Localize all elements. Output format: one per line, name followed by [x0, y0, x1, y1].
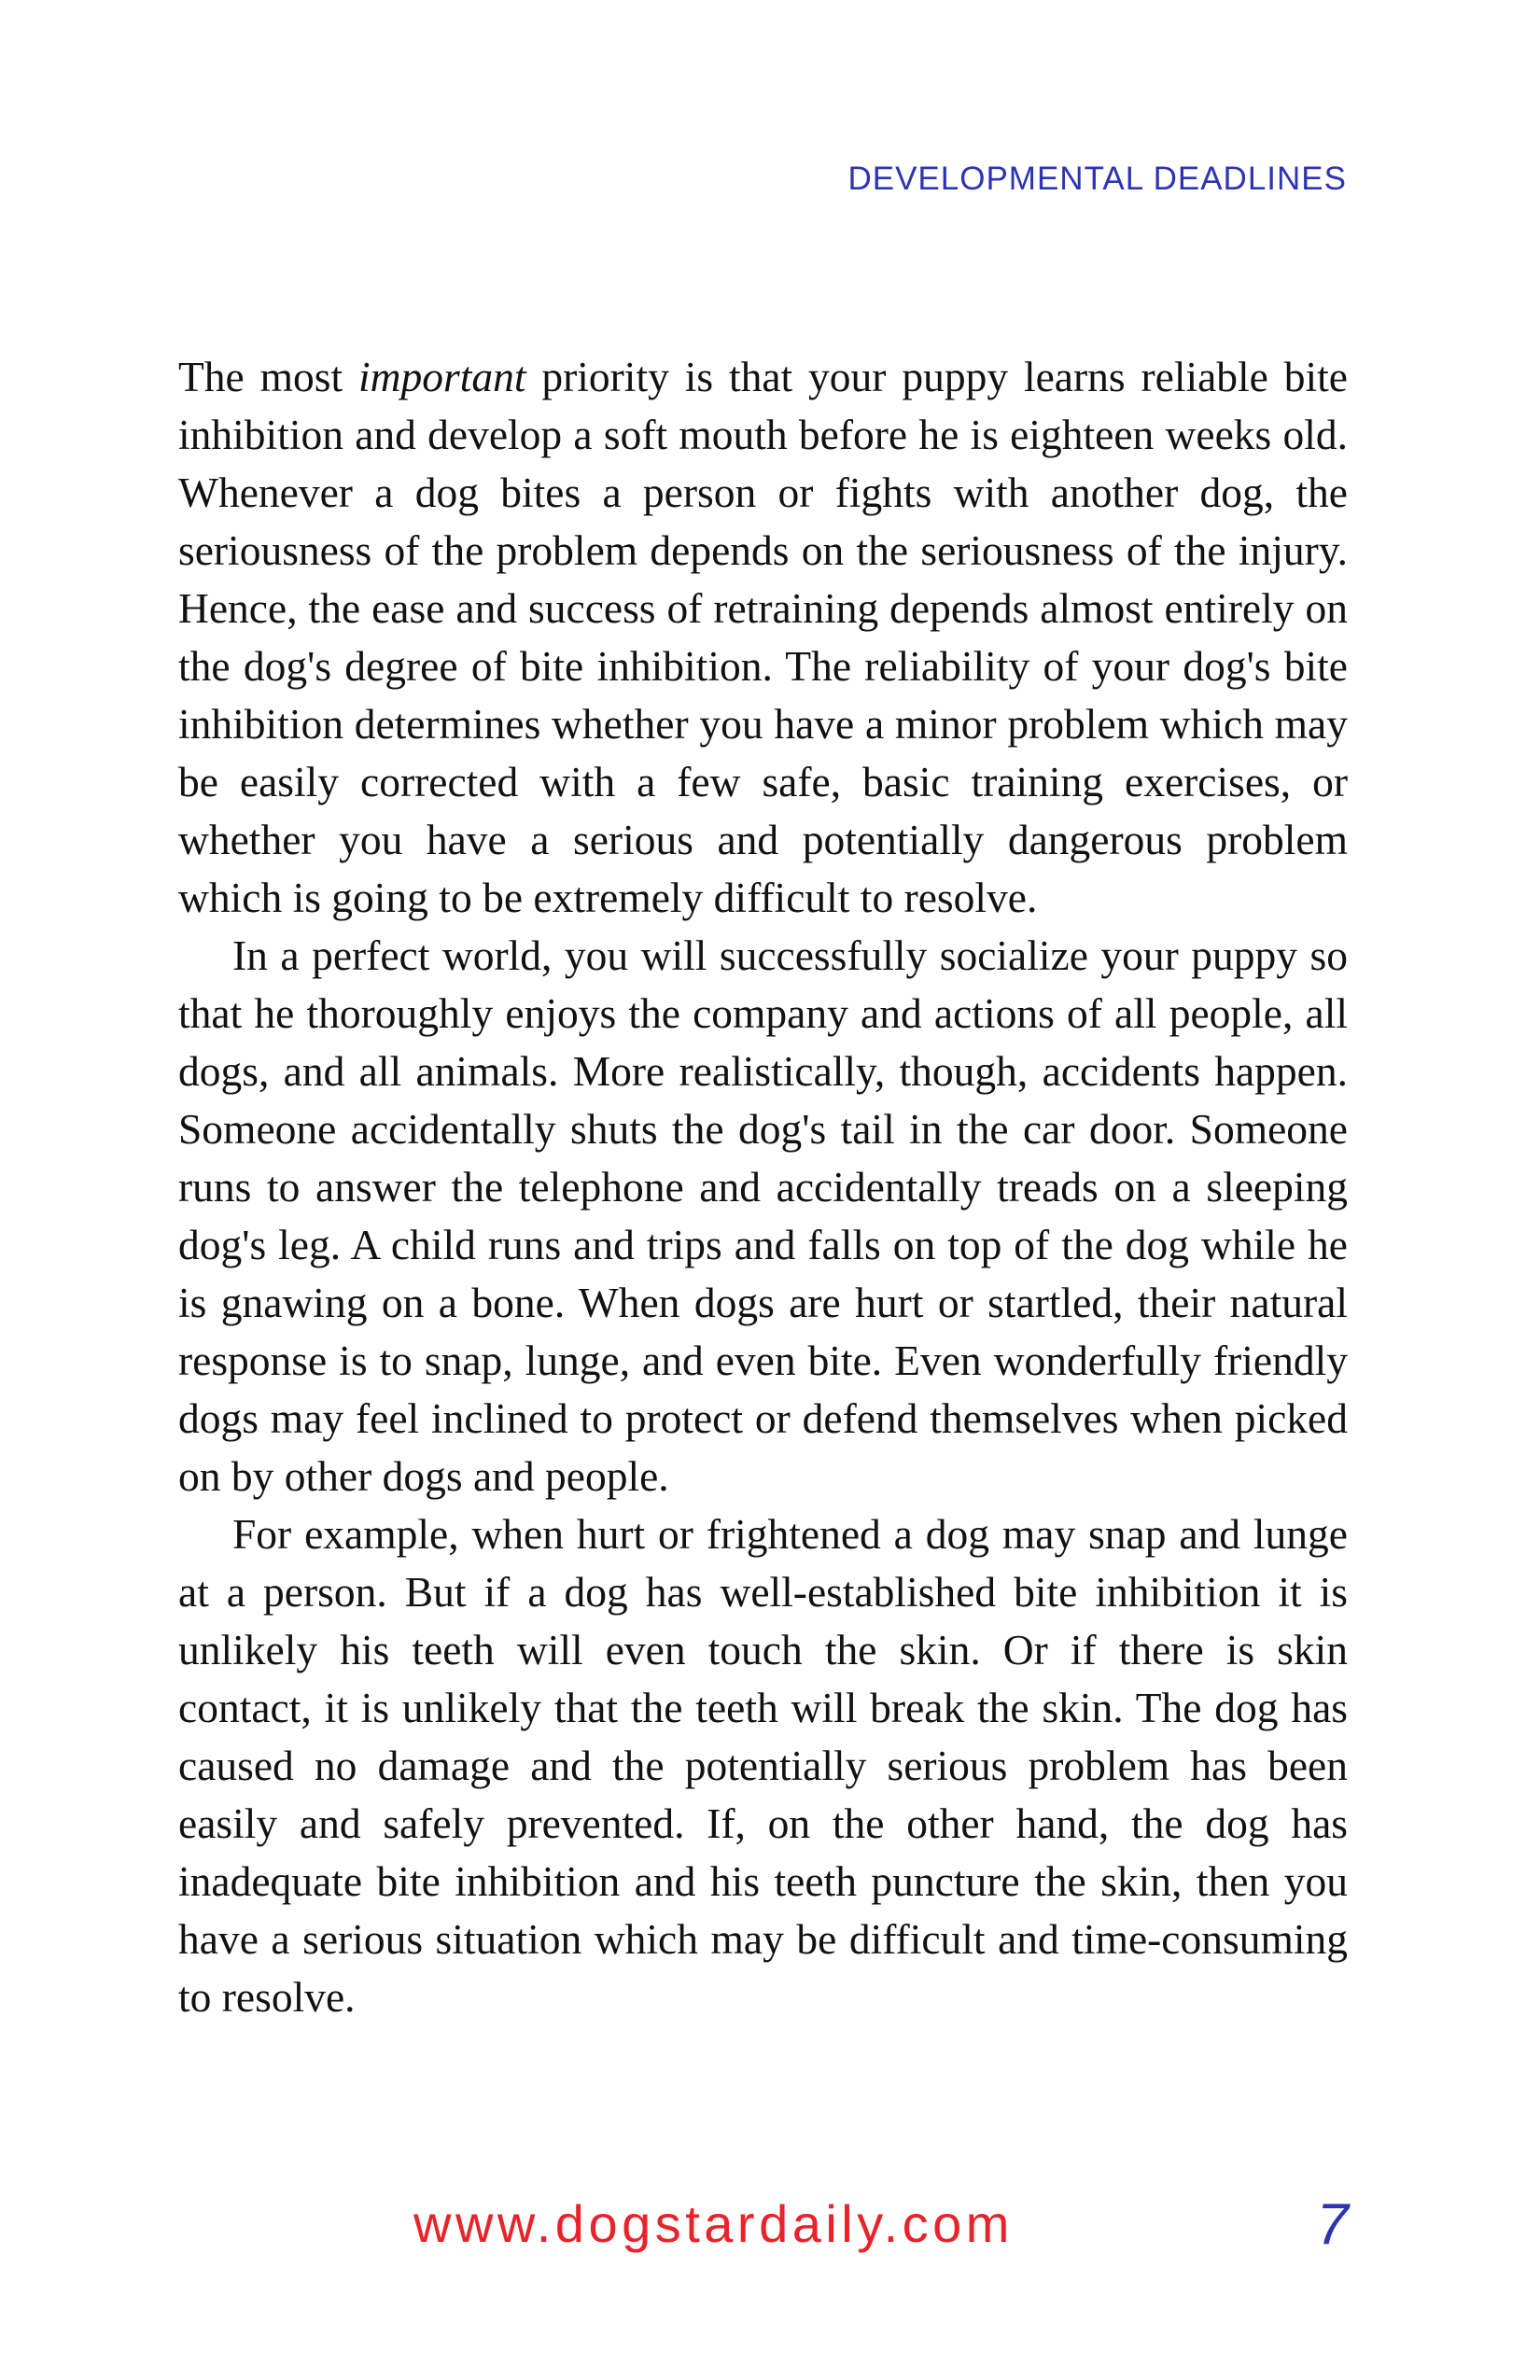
running-header: DEVELOPMENTAL DEADLINES — [847, 161, 1347, 197]
emphasis-important: important — [357, 353, 526, 400]
paragraph-2: In a perfect world, you will successfully socialize your puppy so that he thoroughly enjoys the company and actions of all people, all dogs, and all animals. More realistically, though, accidents happen. Someone accidentally shuts the dog's tail in the car door. Someone runs to answer the telephone and accidentally treads on a sleeping dog's leg. A child runs and trips and falls on top of the dog while he is gnawing on a bone. When dogs are hurt or startled, their natural response is to snap, lunge, and even bite. Even wonderfully friendly dogs may feel inclined to protect or defend themselves when picked on by other dogs and people. — [178, 931, 1348, 1500]
page-number: 7 — [1316, 2192, 1349, 2257]
paragraph-1 — [178, 348, 1348, 927]
paragraph-3: For example, when hurt or frightened a dog may snap and lunge at a person. But if a dog has well-established bite inhibition it is unlikely his teeth will even touch the skin. Or if there is skin contact, it is unlikely that the teeth will break the skin. The dog has caused no damage and the potentially serious problem has been easily and safely prevented. If, on the other hand, the dog has inadequate bite inhibition and his teeth puncture the skin, then you have a serious situation which may be difficult and time-consuming to resolve. — [178, 1510, 1348, 2021]
paragraph-1-text: priority is that your puppy learns reliable bite inhibition and develop a soft mouth before he is eighteen weeks old. Whenever a dog bites a person or fights with another dog, the seriousness of the problem depends on the seriousness of the injury. Hence, the ease and success of retraining depends almost entirely on the dog's degree of bite inhibition. The reliability of your dog's bite inhibition determines whether you have a minor problem which may be easily corrected with a few safe, basic training exercises, or whether you have a serious and potentially dangerous problem which is going to be extremely difficult to resolve. — [178, 353, 1348, 921]
body-text — [178, 348, 1348, 2026]
paragraph-1-lead: The most — [178, 353, 358, 400]
footer-url[interactable]: www.dogstardaily.com — [413, 2194, 1014, 2253]
